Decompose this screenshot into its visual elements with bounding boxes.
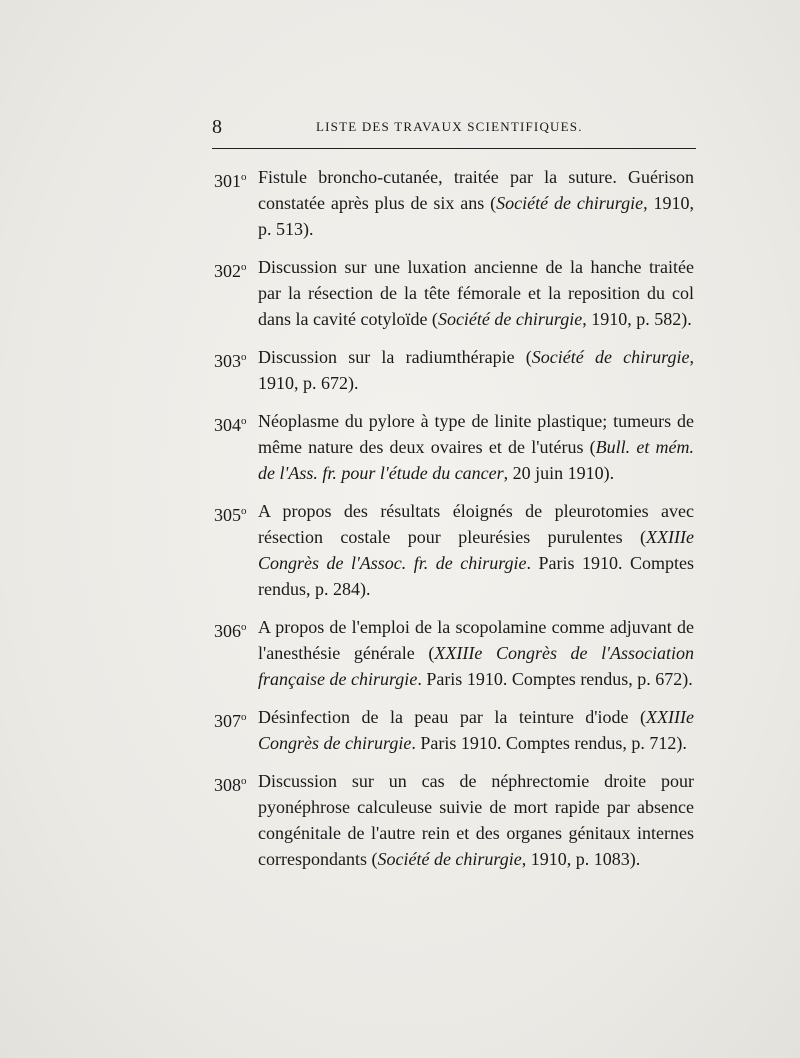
entry-text: Discussion sur un cas de néphrectomie droite pour pyonéphrose calculeuse suivie de mort rapide par absence congénitale de l'autre rein et des organes génitaux internes correspondants (Société de chirurgie, 1910, p. 1083). <box>258 771 694 869</box>
list-item <box>214 408 694 486</box>
list-item <box>214 704 694 756</box>
list-item <box>214 254 694 332</box>
list-item <box>214 344 694 396</box>
entry-text: Discussion sur une luxation ancienne de la hanche traitée par la résection de la tête fémorale et la reposition du col dans la cavité cotyloïde (Société de chirurgie, 1910, p. 582). <box>258 257 694 329</box>
running-title: LISTE DES TRAVAUX SCIENTIFIQUES. <box>316 119 583 134</box>
entry-text: Discussion sur la radiumthérapie (Société de chirurgie, 1910, p. 672). <box>258 347 695 393</box>
list-item <box>214 498 694 602</box>
entry-list <box>214 164 694 884</box>
entry-number: 303$^o$ <box>214 351 247 371</box>
list-item <box>214 768 694 872</box>
entry-text: Fistule broncho-cutanée, traitée par la suture. Guérison constatée après plus de six ans (Société de chirurgie, 1910, p. 513). <box>258 167 695 239</box>
header-rule <box>212 148 696 149</box>
entry-number: 304$^o$ <box>214 415 247 435</box>
page-number: 8 <box>212 116 222 138</box>
entry-text: A propos de l'emploi de la scopolamine comme adjuvant de l'anesthésie générale (XXIIIe Congrès de l'Association française de chirurgie. Paris 1910. Comptes rendus, p. 672). <box>258 617 694 689</box>
entry-number: 306$^o$ <box>214 621 247 641</box>
entry-number: 301$^o$ <box>214 171 247 191</box>
entry-text: Désinfection de la peau par la teinture d'iode (XXIIIe Congrès de chirurgie. Paris 1910. Comptes rendus, p. 712). <box>258 707 694 753</box>
list-item <box>214 614 694 692</box>
entry-number: 308$^o$ <box>214 775 247 795</box>
entry-number: 307$^o$ <box>214 711 247 731</box>
entry-number: 302$^o$ <box>214 261 247 281</box>
list-item <box>214 164 694 242</box>
entry-text: A propos des résultats éloignés de pleurotomies avec résection costale pour pleurésies purulentes (XXIIIe Congrès de l'Assoc. fr. de chirurgie. Paris 1910. Comptes rendus, p. 284). <box>258 501 694 599</box>
entry-number: 305$^o$ <box>214 505 247 525</box>
entry-text: Néoplasme du pylore à type de linite plastique; tumeurs de même nature des deux ovaires et de l'utérus (Bull. et mém. de l'Ass. fr. pour l'étude du cancer, 20 juin 1910). <box>258 411 694 483</box>
